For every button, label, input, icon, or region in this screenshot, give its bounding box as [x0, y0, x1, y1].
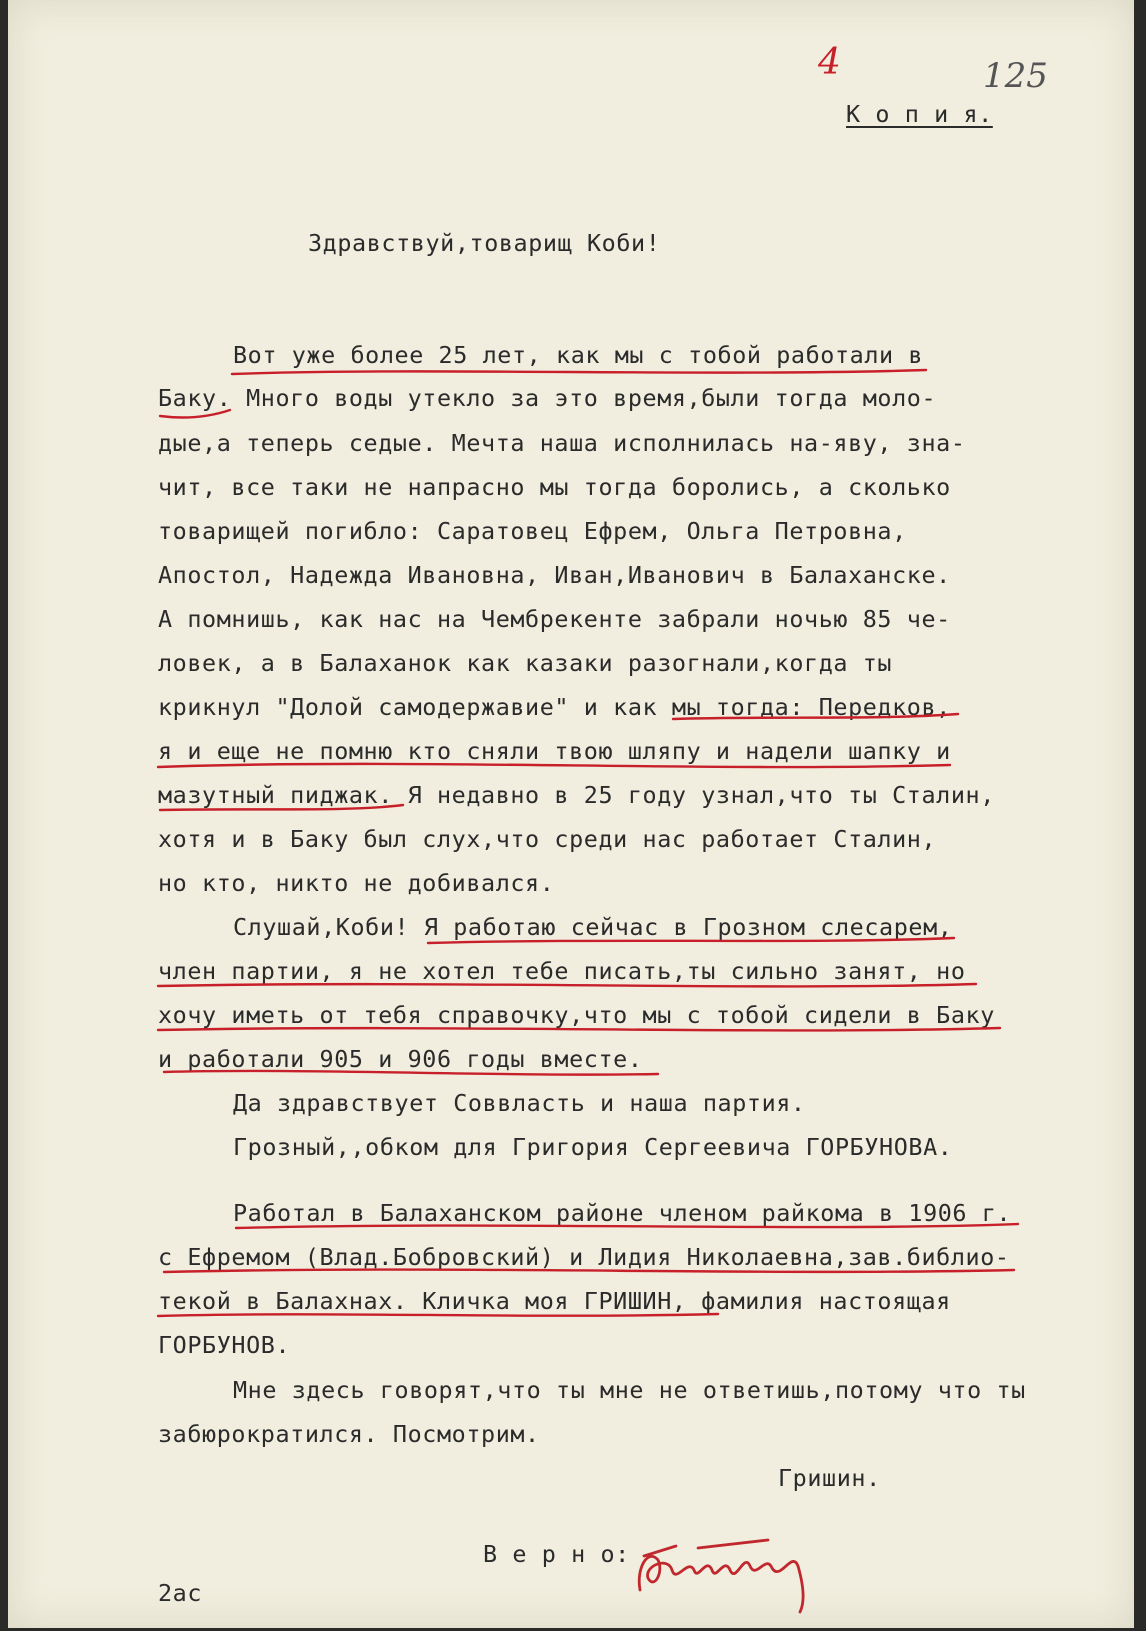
body-line: Работал в Балаханском районе членом райкома в 1906 г.: [233, 1199, 1012, 1227]
body-line: но кто, никто не добивался.: [158, 869, 555, 897]
body-line: крикнул "Долой самодержавие" и как мы тогда: Передков,: [158, 693, 951, 721]
body-line: товарищей погибло: Саратовец Ефрем, Ольга Петровна,: [158, 517, 907, 545]
body-line: Мне здесь говорят,что ты мне не ответишь,потому что ты: [233, 1376, 1026, 1404]
red-page-number: 4: [818, 42, 841, 83]
handwritten-signature: [639, 1540, 803, 1612]
body-line: чит, все таки не напрасно мы тогда боролись, а сколько: [158, 473, 951, 501]
signature-name: Гришин.: [778, 1464, 881, 1492]
underline-mark: [232, 370, 926, 374]
body-line: хочу иметь от тебя справочку,что мы с тобой сидели в Баку: [158, 1001, 995, 1029]
footer-code: 2ас: [158, 1579, 203, 1607]
copy-label: К о п и я.: [846, 100, 993, 128]
body-line: Апостол, Надежда Ивановна, Иван,Иванович в Балаханске.: [158, 561, 951, 589]
body-line: Баку. Много воды утекло за это время,были тогда моло-: [158, 384, 937, 412]
body-line: текой в Балахнах. Кличка моя ГРИШИН, фамилия настоящая: [158, 1287, 951, 1315]
greeting: Здравствуй,товарищ Коби!: [308, 229, 661, 257]
body-line: Да здравствует Соввласть и наша партия.: [233, 1089, 806, 1117]
body-line: дые,а теперь седые. Мечта наша исполнилась на-яву, зна-: [158, 429, 966, 457]
body-line: ГОРБУНОВ.: [158, 1331, 291, 1359]
document-page: [8, 0, 1134, 1628]
archive-page-number: 125: [983, 56, 1048, 96]
body-line: и работали 905 и 906 годы вместе.: [158, 1045, 643, 1073]
body-line: мазутный пиджак. Я недавно в 25 году узнал,что ты Сталин,: [158, 781, 995, 809]
body-line: я и еще не помню кто сняли твою шляпу и надели шапку и: [158, 737, 951, 765]
certified-label: В е р н о:: [483, 1540, 630, 1568]
body-line: член партии, я не хотел тебе писать,ты сильно занят, но: [158, 957, 966, 985]
body-line: ловек, а в Балаханок как казаки разогнали,когда ты: [158, 649, 893, 677]
body-line: Вот уже более 25 лет, как мы с тобой работали в: [233, 341, 924, 369]
body-line: забюрократился. Посмотрим.: [158, 1420, 540, 1448]
body-line: Грозный,,обком для Григория Сергеевича ГОРБУНОВА.: [233, 1133, 953, 1161]
body-line: Слушай,Коби! Я работаю сейчас в Грозном слесарем,: [233, 913, 953, 941]
body-line: хотя и в Баку был слух,что среди нас работает Сталин,: [158, 825, 937, 853]
body-line: А помнишь, как нас на Чембрекенте забрали ночью 85 че-: [158, 605, 951, 633]
body-line: с Ефремом (Влад.Бобровский) и Лидия Николаевна,зав.библио-: [158, 1243, 1010, 1271]
